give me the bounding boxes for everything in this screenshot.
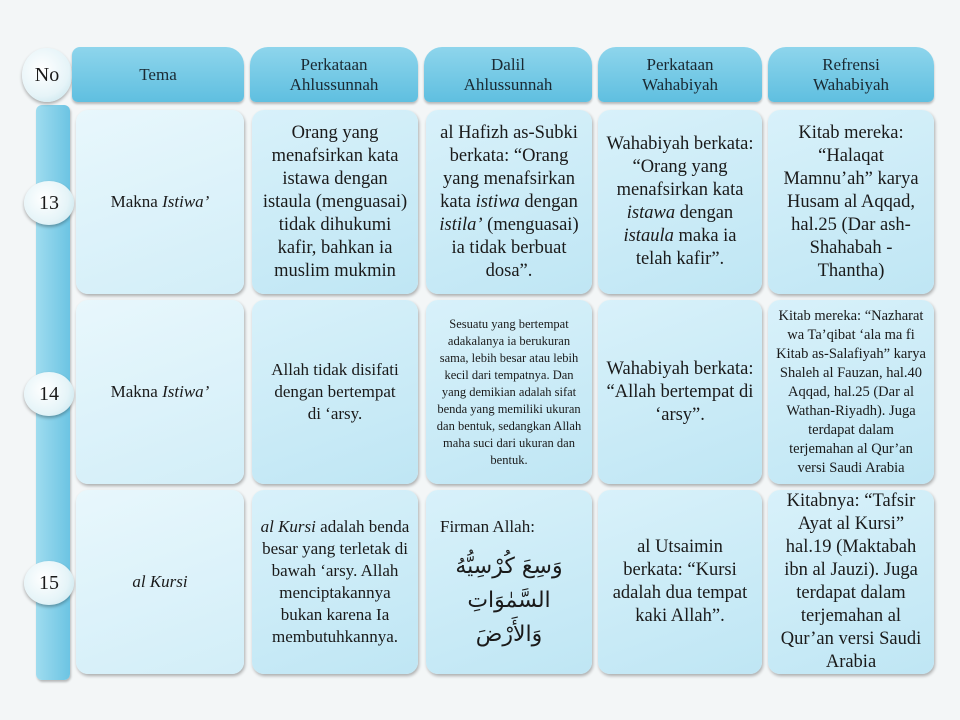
row-13-dalil-e: (menguasai) ia tidak berbuat dosa”.	[451, 214, 579, 281]
row-13-wahabiyah-c: dengan	[675, 203, 734, 223]
header-perkataan-ahlussunnah	[250, 47, 418, 102]
row-13-wahabiyah-b: istawa	[626, 203, 676, 223]
row-14-wahabiyah: Wahabiyah berkata: “Allah bertempat di ‘arsy”.	[598, 300, 762, 484]
row-14-dalil: Sesuatu yang bertempat adakalanya ia berukuran sama, lebih besar atau lebih kecil dari tempatnya. Dan yang demikian adalah sifat benda yang memiliki ukuran dan bentuk, sedangkan Allah maha suci dari ukuran dan bentuk.	[426, 300, 592, 484]
row-15-dalil	[426, 490, 592, 674]
row-15-ahlussunnah	[252, 490, 418, 674]
row-number-15: 15	[24, 561, 74, 605]
row-13-dalil-d: istila’	[439, 214, 483, 235]
row-15-ahlussunnah-text	[260, 516, 410, 648]
row-13-dalil-b: istiwa	[475, 191, 520, 212]
row-15-ahlussunnah-italic: al Kursi	[260, 517, 316, 536]
header-refrensi-wahabiyah	[768, 47, 934, 102]
row-13-tema-plain: Makna	[110, 192, 163, 211]
row-13-wahabiyah	[598, 110, 762, 294]
row-14-tema	[76, 300, 244, 484]
row-number-14: 14	[24, 372, 74, 416]
header-tema: Tema	[72, 47, 244, 102]
header-dalil-ahlussunnah	[424, 47, 592, 102]
row-13-wahabiyah-e: maka ia telah kafir”.	[635, 226, 737, 269]
row-15-dalil-arabic: وَسِعَ كُرْسِيُّهُ السَّمٰوَاتِ وَالأَرْضَ	[455, 554, 563, 647]
row-15-tema-italic: al Kursi	[132, 572, 188, 591]
header-perkataan-wahabiyah-label: Perkataan Wahabiyah	[641, 54, 719, 94]
header-refrensi-wahabiyah-label: Refrensi Wahabiyah	[812, 54, 890, 94]
row-13-dalil-text	[434, 122, 584, 283]
row-14-refrensi: Kitab mereka: “Nazharat wa Ta’qibat ‘ala ma fi Kitab as-Salafiyah” karya Shaleh al Fauzan, hal.40 Aqqad, hal.25 (Dar al Wathan-Riyadh). Juga terdapat dalam terjemahan al Qur’an versi Saudi Arabia	[768, 300, 934, 484]
row-13-tema	[76, 110, 244, 294]
row-14-tema-plain: Makna	[110, 382, 163, 401]
row-15-ahlussunnah-rest: adalah benda besar yang terletak di bawah ‘arsy. Allah menciptakannya bukan karena Ia membutuhkannya.	[262, 517, 410, 646]
row-15-refrensi: Kitabnya: “Tafsir Ayat al Kursi” hal.19 (Maktabah ibn al Jauzi). Juga terdapat dalam terjemahan al Qur’an versi Saudi Arabia	[768, 490, 934, 674]
row-13-wahabiyah-a: Wahabiyah berkata: “Orang yang menafsirkan kata	[606, 134, 754, 200]
header-dalil-ahlussunnah-label: Dalil Ahlussunnah	[463, 54, 553, 94]
header-no: No	[22, 48, 72, 102]
row-13-dalil-a: al Hafizh as-Subki berkata: “Orang yang menafsirkan kata	[440, 122, 578, 212]
row-13-dalil-c: dengan	[519, 191, 578, 212]
row-number-13: 13	[24, 181, 74, 225]
row-14-tema-text	[111, 381, 210, 403]
row-13-wahabiyah-text	[606, 133, 754, 271]
header-perkataan-ahlussunnah-label: Perkataan Ahlussunnah	[289, 54, 379, 94]
row-13-tema-text	[111, 191, 210, 213]
row-15-dalil-label: Firman Allah:	[440, 517, 535, 536]
row-13-refrensi: Kitab mereka: “Halaqat Mamnu’ah” karya Husam al Aqqad, hal.25 (Dar ash-Shahabah - Thantha)	[768, 110, 934, 294]
row-13-ahlussunnah: Orang yang menafsirkan kata istawa dengan istaula (menguasai) tidak dihukumi kafir, bahkan ia muslim mukmin	[252, 110, 418, 294]
row-14-tema-italic: Istiwa’	[162, 382, 210, 401]
row-13-dalil	[426, 110, 592, 294]
row-15-wahabiyah: al Utsaimin berkata: “Kursi adalah dua tempat kaki Allah”.	[598, 490, 762, 674]
row-13-tema-italic: Istiwa’	[162, 192, 210, 211]
header-perkataan-wahabiyah	[598, 47, 762, 102]
row-14-ahlussunnah: Allah tidak disifati dengan bertempat di ‘arsy.	[252, 300, 418, 484]
row-13-wahabiyah-d: istaula	[623, 226, 674, 246]
row-15-tema	[76, 490, 244, 674]
